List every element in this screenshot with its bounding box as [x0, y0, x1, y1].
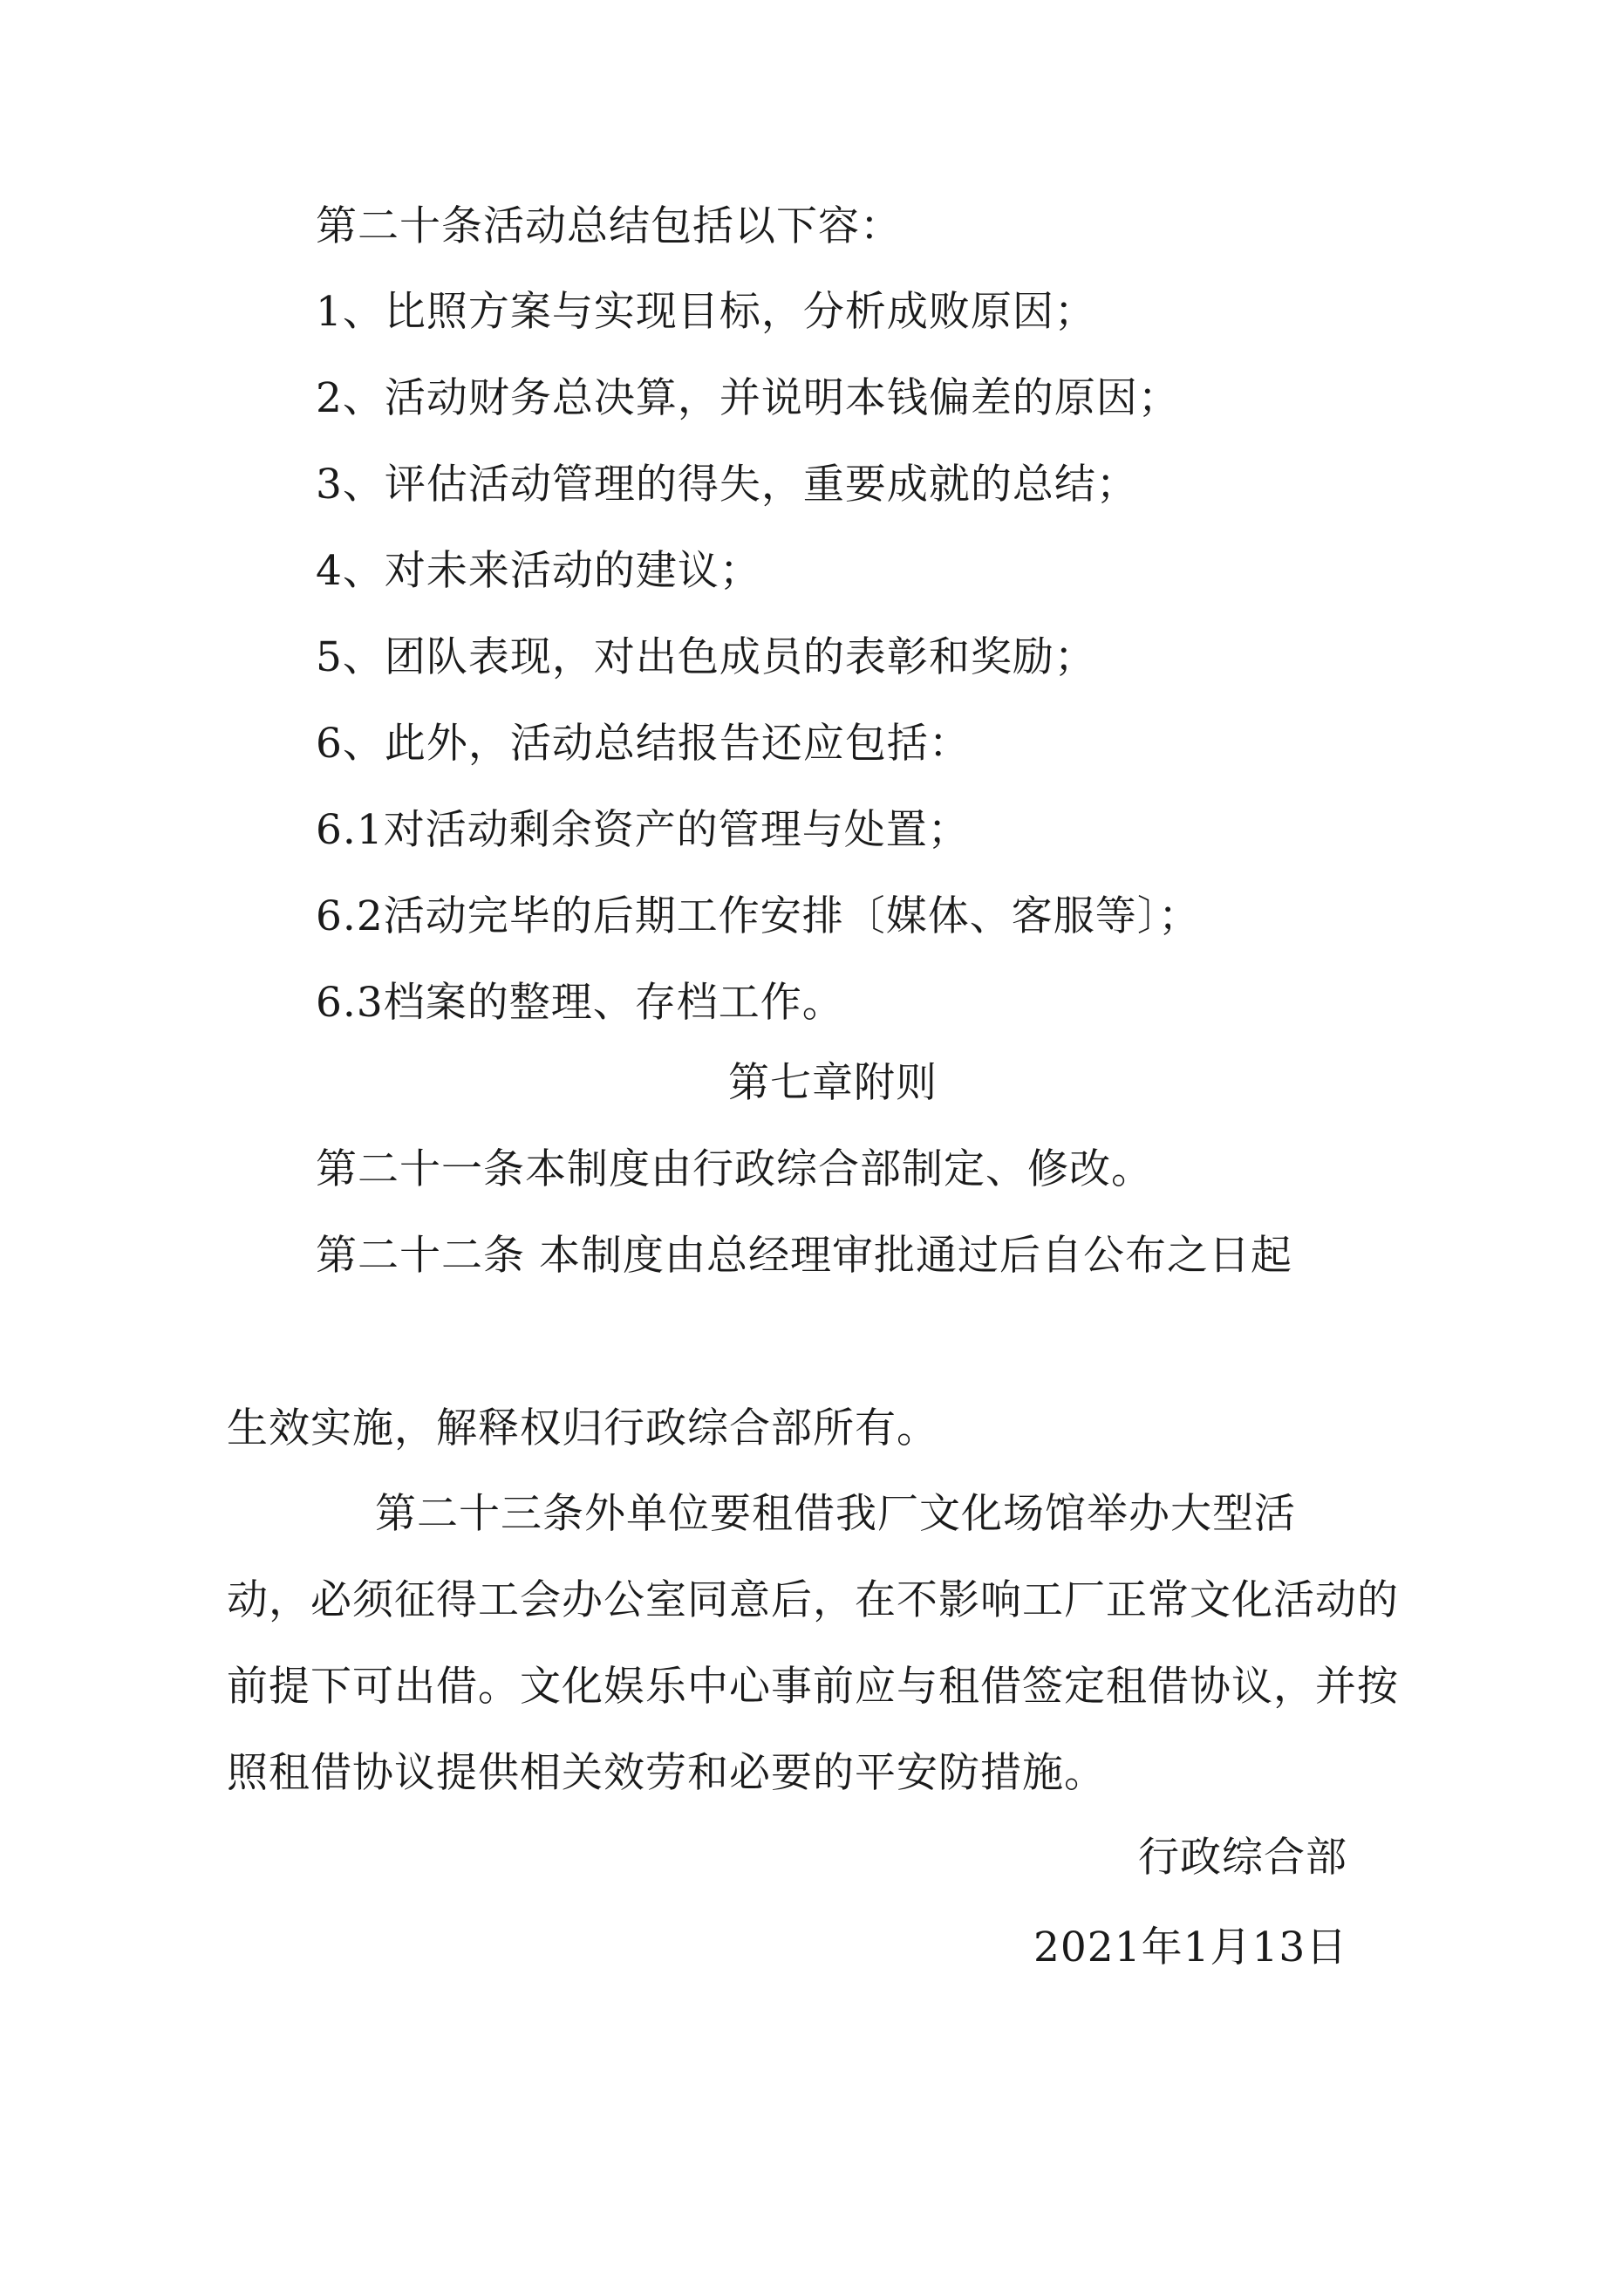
article-20-item: 6.2活动完毕的后期工作安排〔媒体、客服等〕；	[316, 892, 1201, 940]
article-22-line: 第二十二条 本制度由总经理审批通过后自公布之日起	[316, 1232, 1292, 1280]
article-23-line: 第二十三条外单位要租借我厂文化场馆举办大型活	[375, 1490, 1296, 1538]
article-23-line: 前提下可出借。文化娱乐中心事前应与租借签定租借协议，并按	[227, 1663, 1399, 1711]
signature-date: 2021年1月13日	[1033, 1924, 1348, 1971]
signature-department: 行政综合部	[1138, 1834, 1347, 1882]
article-20-item: 3、评估活动管理的得失，重要成就的总结；	[316, 461, 1138, 509]
article-20-item: 5、团队表现，对出色成员的表彰和奖励；	[316, 633, 1096, 681]
article-20-item: 4、对未来活动的建议；	[316, 547, 761, 595]
article-22-line: 生效实施，解释权归行政综合部所有。	[227, 1404, 938, 1452]
article-20-item: 1、比照方案与实现目标，分析成败原因；	[316, 288, 1096, 336]
article-20-item: 6.3档案的整理、存档工作。	[316, 979, 844, 1027]
chapter-title: 第七章附则	[728, 1059, 938, 1107]
article-21: 第二十一条本制度由行政综合部制定、修改。	[316, 1145, 1153, 1193]
article-23-line: 动，必须征得工会办公室同意后，在不影响工厂正常文化活动的	[227, 1576, 1399, 1624]
article-20-item: 6、此外，活动总结报告还应包括：	[316, 720, 971, 768]
article-20-heading: 第二十条活动总结包括以下容：	[316, 202, 902, 250]
article-23-line: 照租借协议提供相关效劳和必要的平安防措施。	[227, 1749, 1106, 1797]
article-20-item: 2、活动财务总决算，并说明本钱偏差的原因；	[316, 374, 1180, 422]
article-20-item: 6.1对活动剩余资产的管理与处置；	[316, 806, 970, 854]
